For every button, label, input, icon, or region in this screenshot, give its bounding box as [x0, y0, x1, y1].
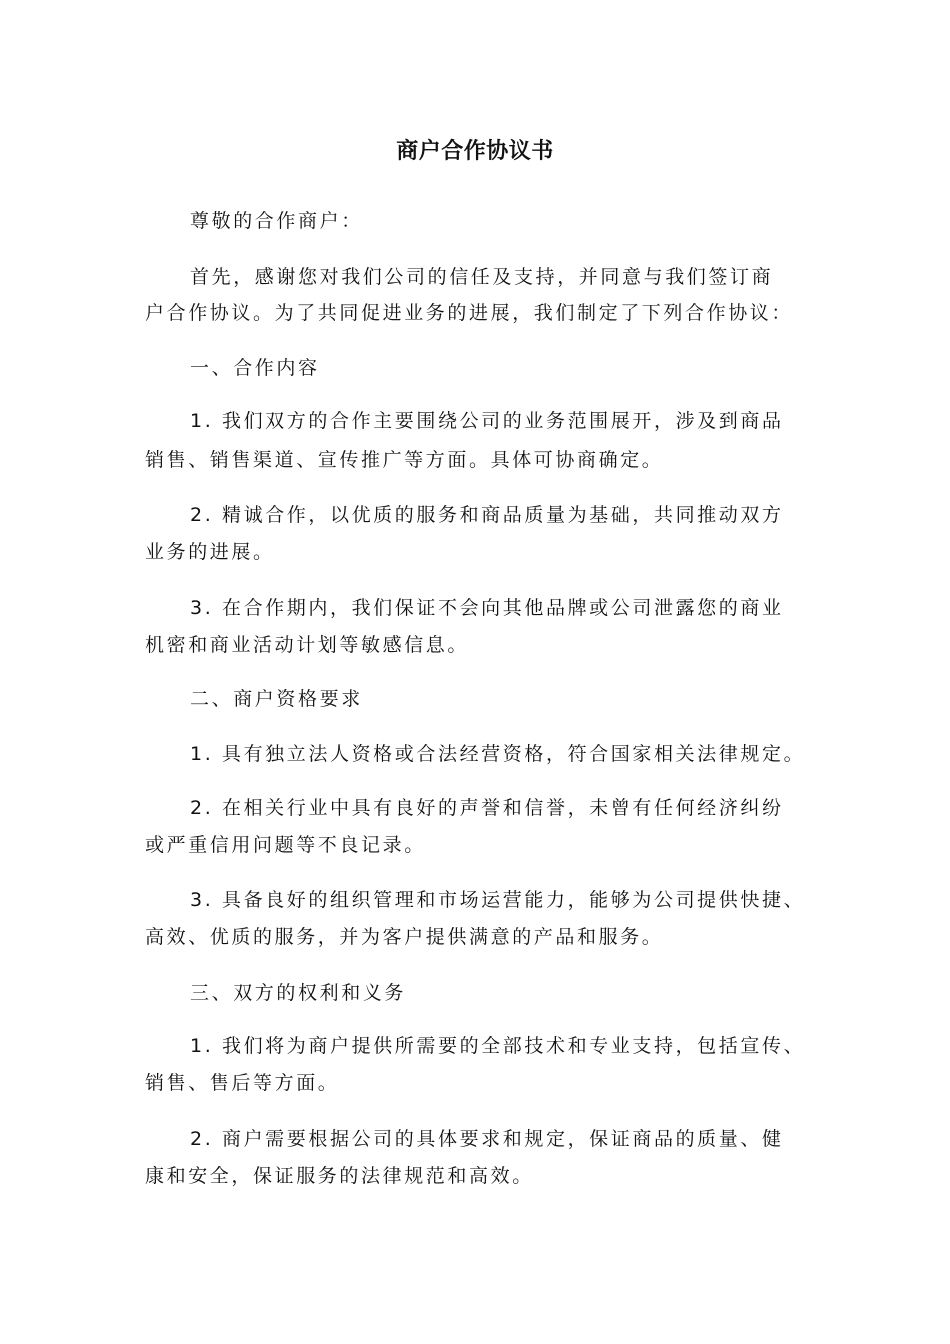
paragraph-line: 2. 商户需要根据公司的具体要求和规定，保证商品的质量、健 [190, 1128, 784, 1150]
section-heading: 二、商户资格要求 [190, 688, 363, 710]
paragraph-line: 2. 在相关行业中具有良好的声誉和信誉，未曾有任何经济纠纷 [190, 797, 784, 819]
document-title: 商户合作协议书 [396, 139, 554, 164]
paragraph-line: 3. 在合作期内，我们保证不会向其他品牌或公司泄露您的商业 [190, 597, 784, 619]
section-heading: 一、合作内容 [190, 357, 320, 379]
paragraph-line: 户合作协议。为了共同促进业务的进展，我们制定了下列合作协议： [145, 302, 794, 324]
paragraph-line: 业务的进展。 [145, 541, 275, 563]
paragraph-line: 2. 精诚合作，以优质的服务和商品质量为基础，共同推动双方 [190, 504, 784, 526]
paragraph-line: 销售、销售渠道、宣传推广等方面。具体可协商确定。 [145, 449, 664, 471]
paragraph-line: 高效、优质的服务，并为客户提供满意的产品和服务。 [145, 926, 664, 948]
paragraph-line: 机密和商业活动计划等敏感信息。 [145, 634, 470, 656]
paragraph-line: 首先，感谢您对我们公司的信任及支持，并同意与我们签订商 [190, 266, 774, 288]
salutation: 尊敬的合作商户： [190, 210, 363, 232]
paragraph-line: 康和安全，保证服务的法律规范和高效。 [145, 1165, 534, 1187]
paragraph-line: 1. 我们双方的合作主要围绕公司的业务范围展开，涉及到商品 [190, 410, 784, 432]
paragraph-line: 1. 我们将为商户提供所需要的全部技术和专业支持，包括宣传、 [190, 1035, 806, 1057]
paragraph-line: 1. 具有独立法人资格或合法经营资格，符合国家相关法律规定。 [190, 743, 806, 765]
paragraph-line: 销售、售后等方面。 [145, 1072, 340, 1094]
paragraph-line: 或严重信用问题等不良记录。 [145, 834, 426, 856]
section-heading: 三、双方的权利和义务 [190, 982, 407, 1004]
paragraph-line: 3. 具备良好的组织管理和市场运营能力，能够为公司提供快捷、 [190, 889, 806, 911]
